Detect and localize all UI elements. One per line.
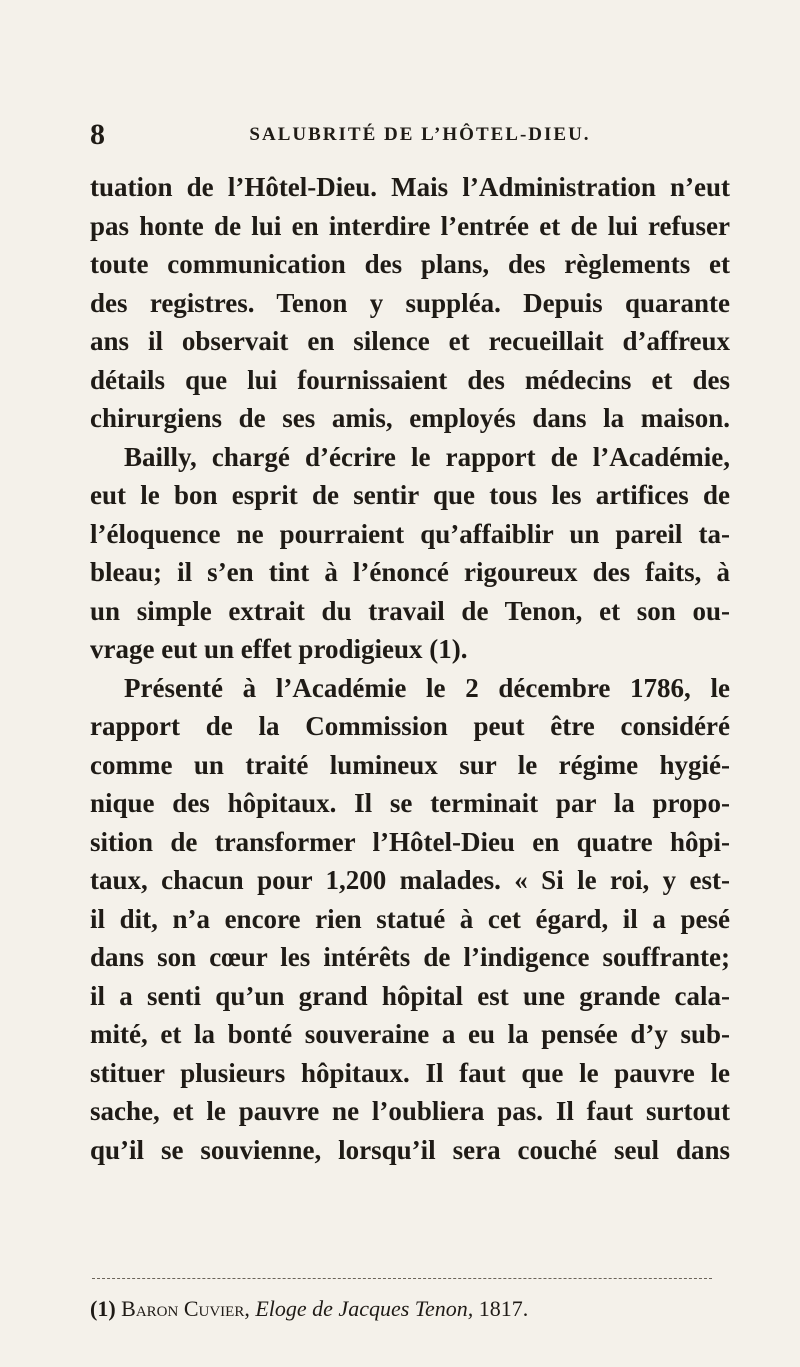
text-line: vrage eut un effet prodigieux (1). <box>90 634 468 664</box>
footnote-year: 1817. <box>478 1296 529 1321</box>
text-line: l’éloquence ne pourraient qu’affaiblir un pareil ta- <box>90 518 730 549</box>
text-line: nique des hôpitaux. Il se terminait par la propo- <box>90 788 730 818</box>
text-line: comme un traité lumineux sur le régime hygié- <box>90 749 730 780</box>
footnote <box>90 1296 730 1322</box>
text-line: il dit, n’a encore rien statué à cet égard, il a pesé <box>90 903 730 934</box>
footnote-author: Baron Cuvier, <box>121 1296 250 1321</box>
text-line: mité, et la bonté souveraine a eu la pensée d’y sub- <box>90 1019 730 1049</box>
text-line: ans il observait en silence et recueillait d’affreux <box>90 326 730 356</box>
text-line: tuation de l’Hôtel-Dieu. Mais l’Administration n’eut <box>90 172 730 202</box>
running-title: SALUBRITÉ DE L’HÔTEL-DIEU. <box>249 124 591 145</box>
text-line: Bailly, chargé d’écrire le rapport de l’Académie, <box>124 441 730 472</box>
text-line: taux, chacun pour 1,200 malades. « Si le roi, y est- <box>90 865 730 895</box>
text-line: Présenté à l’Académie le 2 décembre 1786, le <box>124 672 730 703</box>
text-line: stituer plusieurs hôpitaux. Il faut que le pauvre le <box>90 1057 730 1088</box>
text-line: eut le bon esprit de sentir que tous les artifices de <box>90 480 730 510</box>
footnote-marker: (1) <box>90 1296 116 1321</box>
text-line: pas honte de lui en interdire l’entrée et de lui refuser <box>90 210 730 241</box>
text-line: dans son cœur les intérêts de l’indigence souffrante; <box>90 942 730 972</box>
footnote-divider <box>92 1278 712 1279</box>
text-line: sition de transformer l’Hôtel-Dieu en quatre hôpi- <box>90 826 730 857</box>
text-line: sache, et le pauvre ne l’oubliera pas. Il faut surtout <box>90 1096 730 1126</box>
text-line: chirurgiens de ses amis, employés dans la maison. <box>90 403 730 433</box>
text-line: toute communication des plans, des règlements et <box>90 249 730 279</box>
page-number: 8 <box>90 118 105 151</box>
text-line: qu’il se souvienne, lorsqu’il sera couché seul dans <box>90 1134 730 1165</box>
text-line: rapport de la Commission peut être considéré <box>90 711 730 741</box>
text-line: bleau; il s’en tint à l’énoncé rigoureux des faits, à <box>90 557 730 587</box>
text-line: détails que lui fournissaient des médecins et des <box>90 364 730 395</box>
text-line: des registres. Tenon y suppléa. Depuis quarante <box>90 287 730 318</box>
running-head <box>90 118 730 150</box>
text-line: un simple extrait du travail de Tenon, et son ou- <box>90 595 730 626</box>
text-line: il a senti qu’un grand hôpital est une grande cala- <box>90 980 730 1011</box>
body-text <box>90 168 730 1169</box>
footnote-work: Eloge de Jacques Tenon, <box>255 1296 474 1321</box>
